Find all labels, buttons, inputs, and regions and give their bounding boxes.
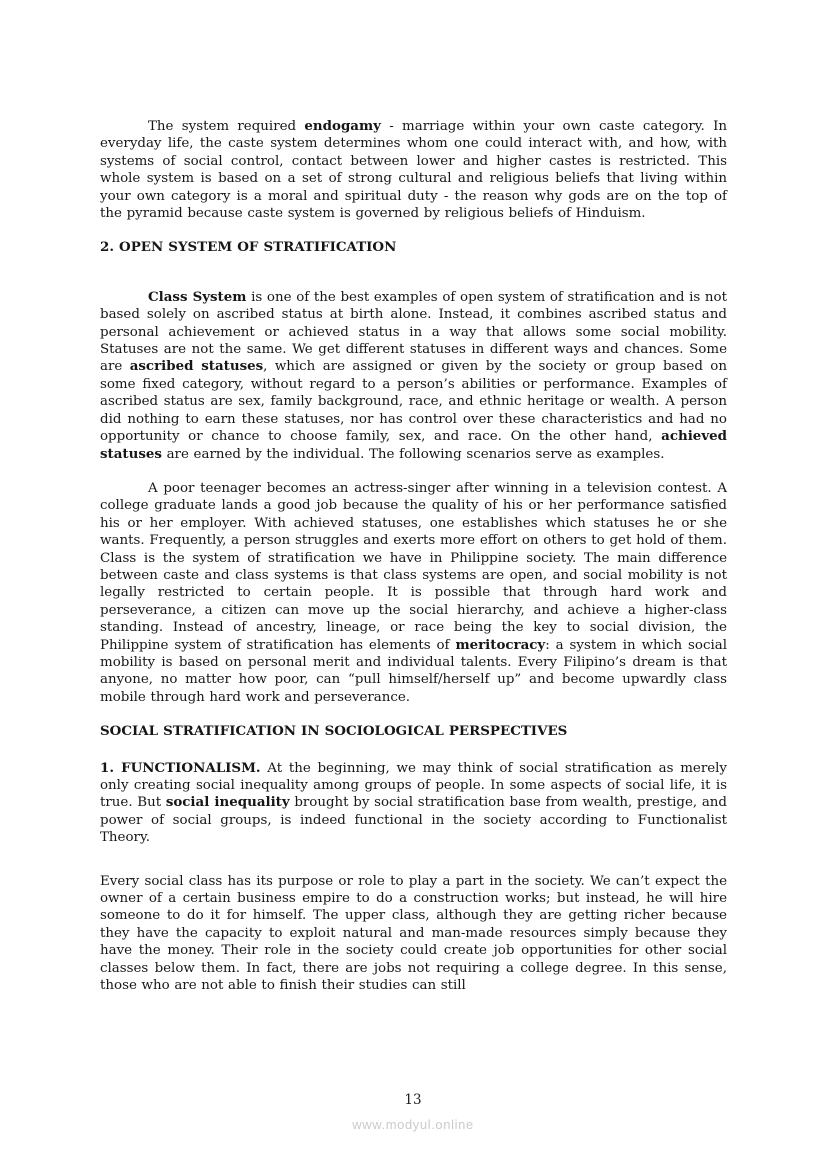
page-number: 13 [404, 1092, 422, 1108]
heading-sociological-perspectives: SOCIAL STRATIFICATION IN SOCIOLOGICAL PERSPECTIVES [100, 723, 568, 740]
paragraph-social-class-role: Every social class has its purpose or role to play a part in the society. We can’t expect the owner of a certain business empire to do a construction works; but instead, he will hire someone to do it for himself. The upper class, although they are getting richer because they have the capacity to exploit natural and man-made resources simply because they have the money. Their role in the society could create job opportunities for other social classes below them. In fact, there are jobs not requiring a college degree. In this sense, those who are not able to finish their studies can still [100, 873, 727, 994]
paragraph-endogamy: The system required endogamy - marriage within your own caste category. In everyday life, the caste system determines whom one could interact with, and how, with systems of social control, contact between lower and higher castes is restricted. This whole system is based on a set of strong cultural and religious beliefs that living within your own category is a moral and spiritual duty - the reason why gods are on the top of the pyramid because caste system is governed by religious beliefs of Hinduism. [100, 118, 727, 222]
paragraph-functionalism: 1. FUNCTIONALISM. At the beginning, we may think of social stratification as merely only creating social inequality among groups of people. In some aspects of social life, it is true. But social inequality brought by social stratification base from wealth, prestige, and power of social groups, is indeed functional in the society according to Functionalist Theory. [100, 759, 727, 846]
watermark-text: www.modyul.online [352, 1117, 474, 1132]
paragraph-class-system: Class System is one of the best examples of open system of stratification and is not based solely on ascribed status at birth alone. Instead, it combines ascribed status and personal achievement or achieved status in a way that allows some social mobility. Statuses are not the same. We get different statuses in different ways and chances. Some are ascribed statuses, which are assigned or given by the society or group based on some fixed category, without regard to a person’s abilities or performance. Examples of ascribed status are sex, family background, race, and ethnic heritage or wealth. A person did nothing to earn these statuses, nor has control over these characteristics and had no opportunity or chance to choose family, sex, and race. On the other hand, achieved statuses are earned by the individual. The following scenarios serve as examples. [100, 288, 727, 462]
document-content [100, 118, 727, 1011]
paragraph-achieved-status-scenarios: A poor teenager becomes an actress-singer after winning in a television contest. A college graduate lands a good job because the quality of his or her performance satisfied his or her employer. With achieved statuses, one establishes which statuses he or she wants. Frequently, a person struggles and exerts more effort on others to get hold of them. Class is the system of stratification we have in Philippine society. The main difference between caste and class systems is that class systems are open, and social mobility is not legally restricted to certain people. It is possible that through hard work and perseverance, a citizen can move up the social hierarchy, and achieve a higher-class standing. Instead of ancestry, lineage, or race being the key to social division, the Philippine system of stratification has elements of meritocracy: a system in which social mobility is based on personal merit and individual talents. Every Filipino’s dream is that anyone, no matter how poor, can “pull himself/herself up” and become upwardly class mobile through hard work and perseverance. [100, 480, 727, 705]
heading-open-system-of-stratification: 2. OPEN SYSTEM OF STRATIFICATION [100, 239, 397, 256]
